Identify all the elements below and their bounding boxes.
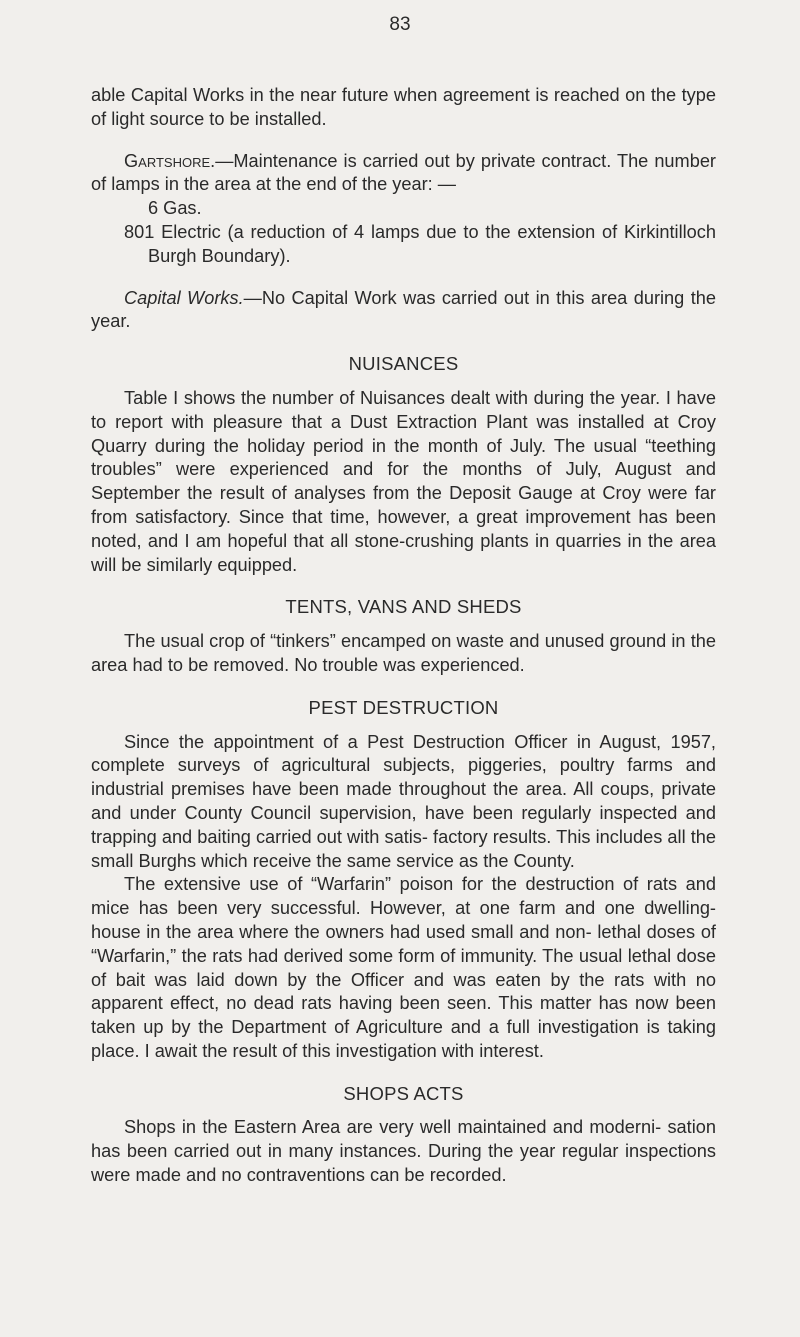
- gartshore-text: —Maintenance is carried out by private contract. The number of lamps in the area at the end of the year: —: [91, 150, 716, 195]
- capital-works-paragraph: [91, 287, 716, 335]
- nuisances-paragraph: Table I shows the number of Nuisances dealt with during the year. I have to report with pleasure that a Dust Extraction Plant was installed at Croy Quarry during the holiday period in the month of July. The usual “teething troubles” were experienced and for the months of July, August and September the result of analyses from the Deposit Gauge at Croy were far from satisfactory. Since that time, however, a great improvement has been noted, and I am hopeful that all stone-crushing plants in quarries in the area will be similarly equipped.: [91, 387, 716, 575]
- gartshore-lead: Gartshore.: [124, 150, 216, 171]
- nuisances-heading: NUISANCES: [348, 353, 459, 375]
- tents-paragraph: The usual crop of “tinkers” encamped on waste and unused ground in the area had to be removed. No trouble was experienced.: [91, 631, 716, 675]
- pest-paragraph-2: The extensive use of “Warfarin” poison for the destruction of rats and mice has been very successful. However, at one farm and one dwelling-house in the area where the owners had used small and non- lethal doses of “Warfarin,” the rats had derived some form of immunity. The usual lethal dose of bait was laid down by the Officer and was eaten by the rats with no apparent effect, no dead rats having been seen. This matter has now been taken up by the Department of Agriculture and a full investigation is taking place. I await the result of this investigation with interest.: [91, 874, 716, 1061]
- shops-heading: SHOPS ACTS: [343, 1082, 464, 1104]
- electric-lamps-line: 801 Electric (a reduction of 4 lamps due to the extension of Kirkintilloch Burgh Boundary).: [124, 221, 716, 266]
- page-content: [91, 84, 716, 1188]
- capital-works-lead: Capital Works.: [124, 287, 244, 308]
- page-number: 83: [389, 14, 411, 35]
- gas-lamps-line: 6 Gas.: [148, 198, 202, 219]
- capital-works-text: —No Capital Work was carried out in this area during the year.: [91, 287, 716, 332]
- pest-heading: PEST DESTRUCTION: [308, 696, 499, 718]
- pest-paragraph-1: Since the appointment of a Pest Destruction Officer in August, 1957, complete surveys of agricultural subjects, piggeries, poultry farms and industrial premises have been made throughout the area. All coups, private and under County Council supervision, have been regularly inspected and trapping and baiting carried out with satis- factory results. This includes all the small Burghs which receive the same service as the County.: [91, 731, 716, 871]
- shops-paragraph: Shops in the Eastern Area are very well maintained and moderni- sation has been carried out in many instances. During the year regular inspections were made and no contraventions can be recorded.: [91, 1117, 716, 1186]
- gartshore-paragraph: [91, 150, 716, 198]
- intro-paragraph: able Capital Works in the near future when agreement is reached on the type of light source to be installed.: [91, 85, 716, 129]
- tents-heading: TENTS, VANS AND SHEDS: [285, 596, 522, 618]
